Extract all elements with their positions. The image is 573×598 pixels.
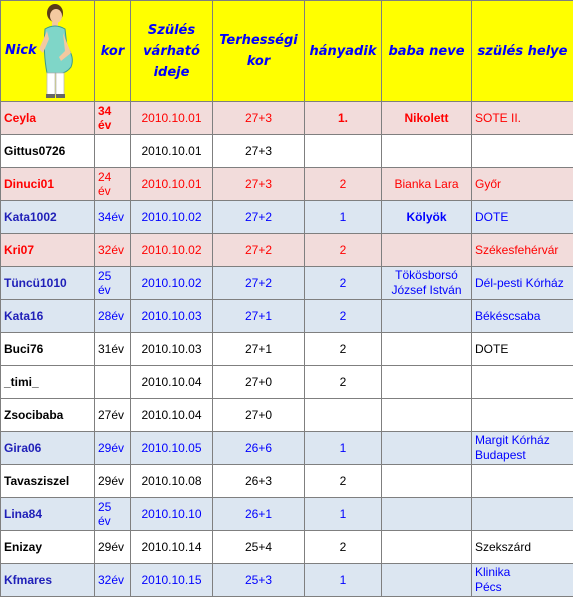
cell-birth-place: Győr xyxy=(472,168,573,201)
header-kor: kor xyxy=(95,1,131,102)
cell-pregnancy-week: 27+3 xyxy=(213,168,305,201)
cell-nth: 1 xyxy=(305,432,382,465)
cell-nth: 2 xyxy=(305,168,382,201)
cell-pregnancy-week: 26+1 xyxy=(213,498,305,531)
cell-due-date: 2010.10.10 xyxy=(131,498,213,531)
cell-baby-name xyxy=(382,564,472,597)
cell-age: 27év xyxy=(95,399,131,432)
cell-age xyxy=(95,135,131,168)
cell-pregnancy-week: 27+3 xyxy=(213,102,305,135)
table-row xyxy=(1,201,573,234)
table-row xyxy=(1,102,573,135)
cell-pregnancy-week: 27+3 xyxy=(213,135,305,168)
table-row xyxy=(1,267,573,300)
table-row xyxy=(1,168,573,201)
cell-nth: 1 xyxy=(305,201,382,234)
cell-nick: Tüncü1010 xyxy=(1,267,95,300)
table-row xyxy=(1,333,573,366)
cell-nick: Gira06 xyxy=(1,432,95,465)
table-row xyxy=(1,300,573,333)
cell-pregnancy-week: 25+3 xyxy=(213,564,305,597)
cell-pregnancy-week: 27+0 xyxy=(213,366,305,399)
cell-nth xyxy=(305,135,382,168)
cell-nick: Kfmares xyxy=(1,564,95,597)
header-nth: hányadik xyxy=(305,1,382,102)
cell-nick: Kata16 xyxy=(1,300,95,333)
cell-nick: Enizay xyxy=(1,531,95,564)
cell-nick: Zsocibaba xyxy=(1,399,95,432)
cell-pregnancy-week: 27+2 xyxy=(213,267,305,300)
cell-pregnancy-week: 27+1 xyxy=(213,333,305,366)
cell-baby-name xyxy=(382,498,472,531)
cell-birth-place: Békéscsaba xyxy=(472,300,573,333)
table-row xyxy=(1,234,573,267)
cell-due-date: 2010.10.08 xyxy=(131,465,213,498)
header-pregnancy-week: Terhességi kor xyxy=(213,1,305,102)
cell-age: 25 év xyxy=(95,498,131,531)
cell-pregnancy-week: 27+0 xyxy=(213,399,305,432)
header-birth-place: szülés helye xyxy=(472,1,573,102)
cell-nth: 2 xyxy=(305,300,382,333)
cell-pregnancy-week: 27+2 xyxy=(213,234,305,267)
cell-baby-name xyxy=(382,531,472,564)
cell-pregnancy-week: 25+4 xyxy=(213,531,305,564)
cell-age: 34év xyxy=(95,201,131,234)
cell-pregnancy-week: 26+3 xyxy=(213,465,305,498)
cell-due-date: 2010.10.03 xyxy=(131,333,213,366)
cell-due-date: 2010.10.05 xyxy=(131,432,213,465)
cell-birth-place: DOTE xyxy=(472,333,573,366)
cell-age xyxy=(95,366,131,399)
cell-baby-name xyxy=(382,366,472,399)
cell-baby-name xyxy=(382,135,472,168)
cell-nth: 2 xyxy=(305,267,382,300)
cell-pregnancy-week: 27+1 xyxy=(213,300,305,333)
cell-age: 32év xyxy=(95,234,131,267)
cell-birth-place: Székesfehérvár xyxy=(472,234,573,267)
cell-baby-name xyxy=(382,432,472,465)
cell-due-date: 2010.10.02 xyxy=(131,201,213,234)
cell-baby-name: Bianka Lara xyxy=(382,168,472,201)
cell-nick: _timi_ xyxy=(1,366,95,399)
cell-age: 25 év xyxy=(95,267,131,300)
table-row xyxy=(1,399,573,432)
cell-nth: 2 xyxy=(305,366,382,399)
cell-baby-name xyxy=(382,300,472,333)
cell-nick: Buci76 xyxy=(1,333,95,366)
cell-age: 31év xyxy=(95,333,131,366)
cell-due-date: 2010.10.02 xyxy=(131,234,213,267)
cell-birth-place xyxy=(472,366,573,399)
table-row xyxy=(1,366,573,399)
cell-birth-place: DOTE xyxy=(472,201,573,234)
table-row xyxy=(1,498,573,531)
cell-due-date: 2010.10.04 xyxy=(131,399,213,432)
cell-birth-place xyxy=(472,135,573,168)
cell-birth-place xyxy=(472,498,573,531)
cell-baby-name: Kölyök xyxy=(382,201,472,234)
cell-nick: Kata1002 xyxy=(1,201,95,234)
cell-due-date: 2010.10.04 xyxy=(131,366,213,399)
cell-nth xyxy=(305,399,382,432)
cell-nick: Tavasziszel xyxy=(1,465,95,498)
header-due-date: Szülés várható ideje xyxy=(131,1,213,102)
cell-birth-place xyxy=(472,399,573,432)
cell-birth-place xyxy=(472,465,573,498)
header-row xyxy=(1,1,573,102)
cell-birth-place: Szekszárd xyxy=(472,531,573,564)
cell-nth: 1. xyxy=(305,102,382,135)
table-row xyxy=(1,465,573,498)
header-baby-name: baba neve xyxy=(382,1,472,102)
cell-due-date: 2010.10.01 xyxy=(131,135,213,168)
table-row xyxy=(1,531,573,564)
cell-pregnancy-week: 27+2 xyxy=(213,201,305,234)
cell-age: 32év xyxy=(95,564,131,597)
cell-pregnancy-week: 26+6 xyxy=(213,432,305,465)
cell-baby-name xyxy=(382,234,472,267)
cell-nick: Ceyla xyxy=(1,102,95,135)
cell-baby-name xyxy=(382,465,472,498)
cell-baby-name: Nikolett xyxy=(382,102,472,135)
cell-age: 29év xyxy=(95,531,131,564)
cell-birth-place: Margit Kórház Budapest xyxy=(472,432,573,465)
cell-nth: 1 xyxy=(305,564,382,597)
cell-nth: 2 xyxy=(305,465,382,498)
cell-nth: 2 xyxy=(305,531,382,564)
cell-nth: 1 xyxy=(305,498,382,531)
table-row xyxy=(1,135,573,168)
cell-nick: Kri07 xyxy=(1,234,95,267)
cell-due-date: 2010.10.01 xyxy=(131,168,213,201)
cell-nick: Lina84 xyxy=(1,498,95,531)
cell-birth-place: Dél-pesti Kórház xyxy=(472,267,573,300)
header-nick xyxy=(1,1,95,102)
cell-due-date: 2010.10.02 xyxy=(131,267,213,300)
cell-nick: Gittus0726 xyxy=(1,135,95,168)
table-row xyxy=(1,564,573,597)
cell-due-date: 2010.10.14 xyxy=(131,531,213,564)
cell-due-date: 2010.10.15 xyxy=(131,564,213,597)
table-body xyxy=(1,102,573,597)
cell-nth: 2 xyxy=(305,234,382,267)
cell-birth-place: SOTE II. xyxy=(472,102,573,135)
cell-baby-name xyxy=(382,399,472,432)
cell-nick: Dinuci01 xyxy=(1,168,95,201)
cell-age: 28év xyxy=(95,300,131,333)
cell-due-date: 2010.10.03 xyxy=(131,300,213,333)
cell-nth: 2 xyxy=(305,333,382,366)
table-row xyxy=(1,432,573,465)
cell-age: 29év xyxy=(95,432,131,465)
cell-due-date: 2010.10.01 xyxy=(131,102,213,135)
header-nick-label: Nick xyxy=(5,43,37,58)
cell-age: 29év xyxy=(95,465,131,498)
cell-birth-place: Klinika Pécs xyxy=(472,564,573,597)
cell-age: 34 év xyxy=(95,102,131,135)
cell-baby-name: Tökösborsó József István xyxy=(382,267,472,300)
cell-age: 24 év xyxy=(95,168,131,201)
cell-baby-name xyxy=(382,333,472,366)
